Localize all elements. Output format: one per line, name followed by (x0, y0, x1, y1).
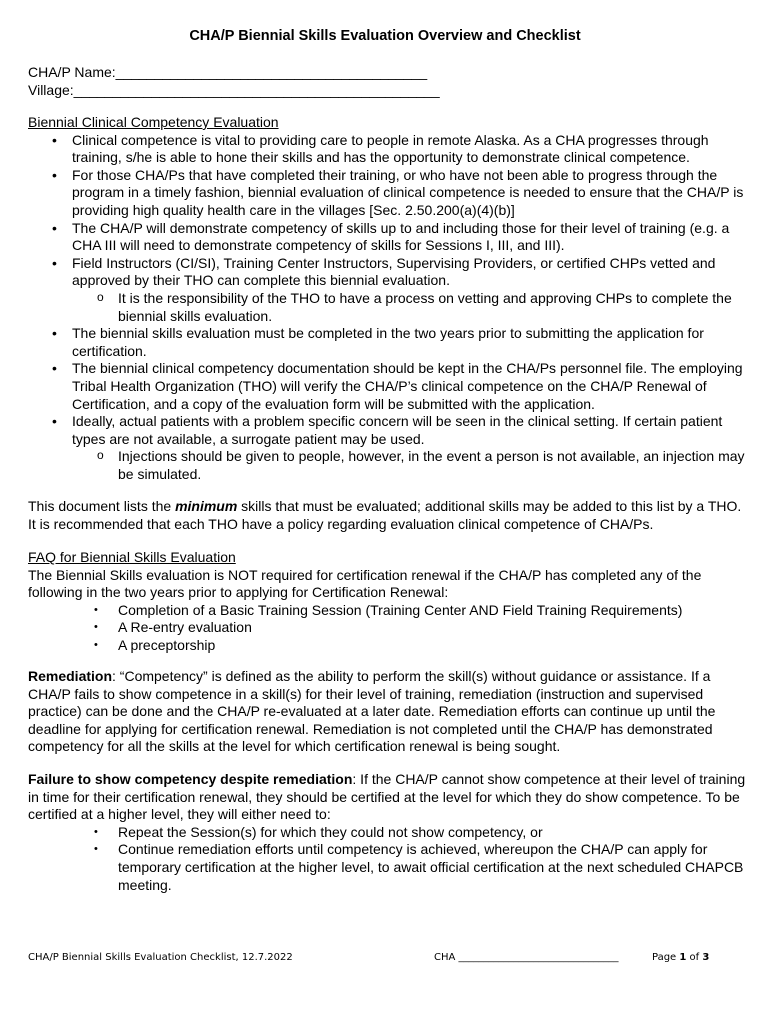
faq-intro: The Biennial Skills evaluation is NOT required for certification renewal if the CHA/P has completed any of the following in the two years prior to applying for Certification Renewal: (28, 566, 702, 601)
minimum-skills-paragraph (28, 498, 746, 533)
remediation-label: Remediation (28, 668, 113, 684)
emphasis-text: minimum (175, 498, 238, 514)
list-item: • The CHA/P will demonstrate competency of skills up to and including those for their level of training (e.g. a CHA III will need to demonstrate competency of skills for Sessions I, III, and III). (28, 220, 746, 255)
cha-name-field: CHA/P Name:________________________________________ (28, 64, 428, 80)
paragraph-text: This document lists the (28, 498, 176, 514)
faq-list (28, 602, 746, 655)
list-item: • A Re-entry evaluation (28, 619, 746, 637)
paragraph-text: : If the CHA/P cannot show competence at their level of training in time for their certification renewal, they should be certified at the level for which they do show competence. To be certified at a higher level, they will either need to: (28, 771, 746, 823)
list-item-text: Field Instructors (CI/SI), Training Center Instructors, Supervising Providers, or certified CHPs vetted and approved by their THO can complete this biennial evaluation. (72, 254, 716, 289)
faq-section (28, 549, 746, 655)
list-item (28, 413, 746, 483)
footer-cha-field: CHA ________________________________ (434, 952, 619, 963)
sub-list-item: o It is the responsibility of the THO to have a process on vetting and approving CHPs to complete the biennial skills evaluation. (28, 290, 746, 325)
sub-list (28, 290, 746, 325)
competency-bullet-list (28, 132, 746, 484)
page-number: Page 1 of 3 (652, 952, 710, 963)
list-item: • The biennial skills evaluation must be completed in the two years prior to submitting the application for certification. (28, 325, 746, 360)
section-heading: FAQ for Biennial Skills Evaluation (28, 549, 236, 565)
list-item: • The biennial clinical competency documentation should be kept in the CHA/Ps personnel file. The employing Tribal Health Organization (THO) will verify the CHA/P’s clinical competence on the CHA/P Renewal of Certification, and a copy of the evaluation form will be submitted with the application. (28, 360, 746, 413)
list-item: • Continue remediation efforts until competency is achieved, whereupon the CHA/P can apply for temporary certification at the higher level, to await official certification at the next scheduled CHAPCB meeting. (28, 841, 746, 894)
list-item: • A preceptorship (28, 637, 746, 655)
footer-doc-title: CHA/P Biennial Skills Evaluation Checklist, 12.7.2022 (28, 952, 293, 963)
failure-section (28, 771, 746, 894)
sub-list-item: o Injections should be given to people, however, in the event a person is not available, an injection may be simulated. (28, 448, 746, 483)
list-item: • For those CHA/Ps that have completed their training, or who have not been able to progress through the program in a timely fashion, biennial evaluation of clinical competence is needed to ensure that the CHA/P is providing high quality health care in the villages [Sec. 2.50.200(a)(4)(b)] (28, 167, 746, 220)
list-item: • Clinical competence is vital to providing care to people in remote Alaska. As a CHA progresses through training, s/he is able to hone their skills and has the opportunity to demonstrate clinical competence. (28, 132, 746, 167)
failure-list (28, 824, 746, 894)
list-item (28, 255, 746, 325)
village-field: Village:_______________________________________________ (28, 82, 440, 98)
remediation-paragraph (28, 668, 746, 756)
failure-label: Failure to show competency despite remediation (28, 771, 353, 787)
paragraph-text: : “Competency” is defined as the ability to perform the skill(s) without guidance or assistance. If a CHA/P fails to show competence in a skill(s) for their level of training, remediation (instruction and supervised practice) can be done and the CHA/P re-evaluated at a later date. Remediation efforts can continue up until the deadline for applying for certification renewal. Remediation is not completed until the CHA/P has demonstrated competency for all the skills at the level for which certification renewal is being sought. (28, 668, 716, 755)
clinical-competency-section (28, 114, 746, 483)
list-item: • Repeat the Session(s) for which they could not show competency, or (28, 824, 746, 842)
list-item-text: Ideally, actual patients with a problem specific concern will be seen in the clinical setting. If certain patient types are not available, a surrogate patient may be used. (72, 413, 723, 447)
page-title: CHA/P Biennial Skills Evaluation Overview and Checklist (189, 28, 581, 44)
sub-list (28, 448, 746, 483)
list-item: • Completion of a Basic Training Session (Training Center AND Field Training Requirements) (28, 602, 746, 620)
paragraph-text: skills that must be evaluated; additional skills may be added to this list by a THO. It is recommended that each THO have a policy regarding evaluation clinical competence of CHA/Ps. (28, 498, 742, 532)
section-heading: Biennial Clinical Competency Evaluation (28, 114, 279, 130)
